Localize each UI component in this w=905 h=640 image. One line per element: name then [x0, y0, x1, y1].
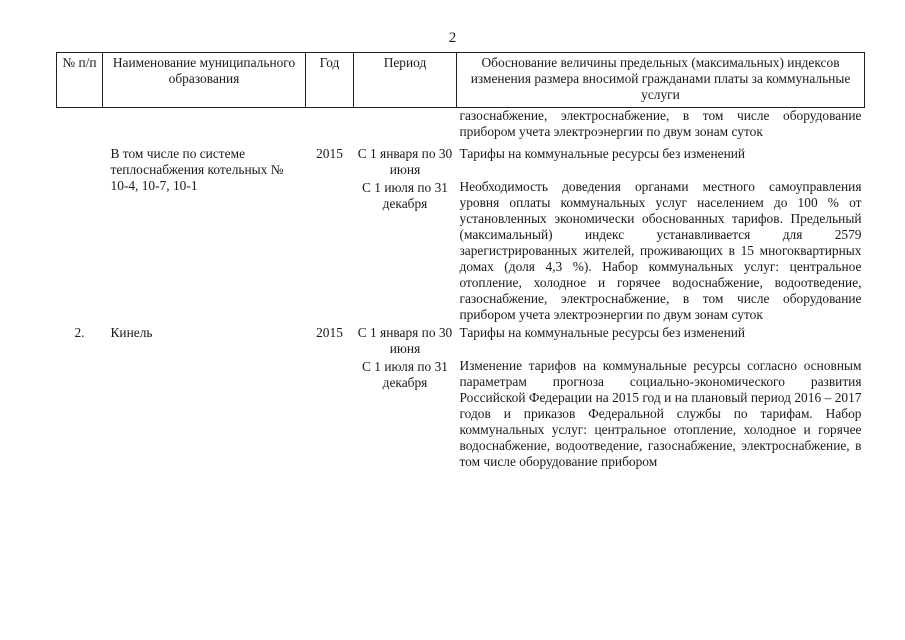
table-header [57, 53, 865, 108]
table-row [57, 146, 865, 323]
header-year: Год [306, 53, 354, 108]
row-period [354, 146, 457, 323]
row-basis [457, 146, 865, 323]
basis-first-half: Тарифы на коммунальные ресурсы без изменений [459, 325, 746, 340]
page-number: 2 [448, 30, 457, 46]
municipality-name: Кинель [110, 325, 153, 340]
row-year: 2015 [316, 325, 343, 340]
basis-first-half: Тарифы на коммунальные ресурсы без изменений [459, 146, 746, 161]
row-basis [457, 325, 865, 470]
header-period: Период [354, 53, 457, 108]
header-basis: Обоснование величины предельных (максимальных) индексов изменения размера вносимой гражданами платы за коммунальные услуги [457, 53, 865, 108]
period-first-half: С 1 января по 30 июня [357, 146, 453, 177]
header-municipality: Наименование муниципального образования [103, 53, 306, 108]
period-first-half: С 1 января по 30 июня [357, 325, 453, 356]
basis-second-half: Изменение тарифов на коммунальные ресурсы согласно основным параметрам прогноза социально-экономического развития Российской Федерации на 2015 год и на плановый период 2016 – 2017 годов и приказов Федеральной службы по тарифам. Набор коммунальных услуг: центральное отопление, холодное и горячее водоснабжение, водоотведение, газоснабжение, электроснабжение, в том числе оборудование прибором [459, 358, 862, 469]
period-second-half: С 1 июля по 31 декабря [362, 359, 448, 390]
basis-second-half: Необходимость доведения органами местного самоуправления уровня оплаты коммунальных услуг населением до 100 % от установленных экономически обоснованных тарифов. Предельный (максимальный) индекс устанавливается для 2579 зарегистрированных жителей, проживающих в 15 многоквартирных домах (доля 4,3 %). Набор коммунальных услуг: центральное отопление, холодное и горячее водоснабжение, водоотведение, газоснабжение, электроснабжение, в том числе оборудование прибором учета электроэнергии по двум зонам суток [459, 179, 862, 322]
basis-continuation: газоснабжение, электроснабжение, в том числе оборудование прибором учета электроэнергии по двум зонам суток [459, 108, 862, 139]
table-row-continuation [57, 108, 865, 141]
table-row [57, 325, 865, 470]
tariff-index-table [56, 52, 865, 470]
row-number: 2. [74, 325, 85, 340]
header-number: № п/п [57, 53, 103, 108]
row-number [57, 146, 103, 323]
row-period [354, 325, 457, 470]
tariff-table-container [56, 52, 864, 470]
row-year: 2015 [316, 146, 343, 161]
period-second-half: С 1 июля по 31 декабря [362, 180, 448, 211]
municipality-name: В том числе по системе теплоснабжения котельных № 10-4, 10-7, 10-1 [110, 146, 284, 193]
